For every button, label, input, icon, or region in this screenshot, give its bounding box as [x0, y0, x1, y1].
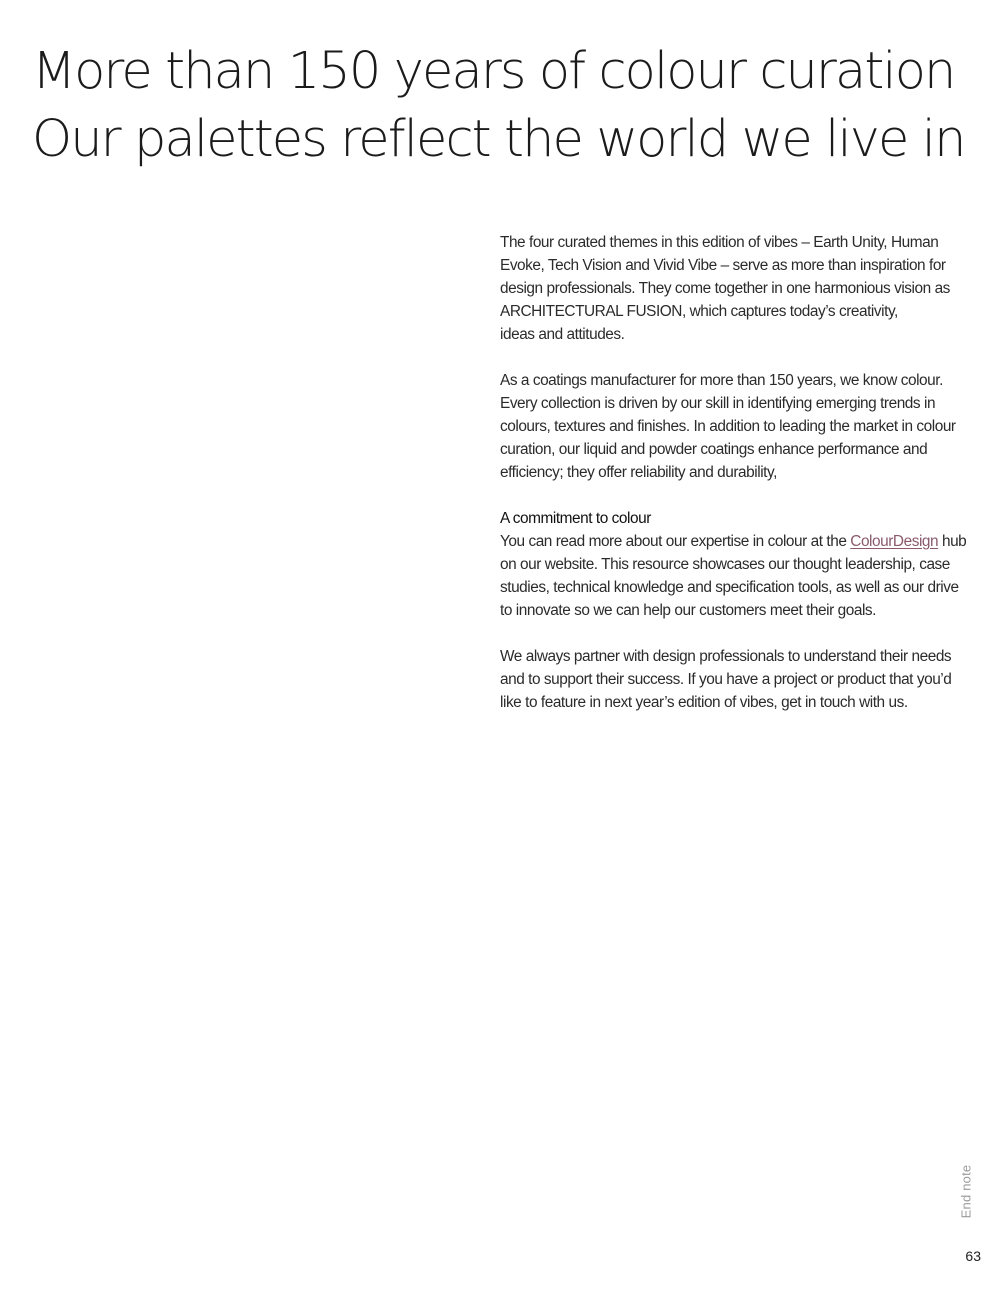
partner-line: We always partner with design professionals to understand their needs — [500, 648, 952, 665]
commitment-line: on our website. This resource showcases our thought leadership, case — [500, 556, 950, 573]
commitment-text: hub — [938, 533, 967, 550]
intro-line: The four curated themes in this edition of vibes – Earth Unity, Human — [500, 234, 939, 251]
intro-line: ARCHITECTURAL FUSION, which captures today’s creativity, — [500, 303, 898, 320]
manufacturer-line: efficiency; they offer reliability and durability, — [500, 464, 777, 481]
commitment-subheading: A commitment to colour — [500, 510, 651, 527]
intro-line: ideas and attitudes. — [500, 326, 625, 343]
commitment-line: to innovate so we can help our customers meet their goals. — [500, 602, 876, 619]
commitment-line: studies, technical knowledge and specification tools, as well as our drive — [500, 579, 959, 596]
headline-line-1: More than 150 years of colour curation — [32, 42, 955, 101]
intro-paragraph — [500, 231, 956, 346]
intro-line: design professionals. They come together in one harmonious vision as — [500, 280, 950, 297]
partner-line: and to support their success. If you have a project or product that you’d — [500, 671, 952, 688]
page-number: 63 — [965, 1248, 981, 1264]
intro-line: Evoke, Tech Vision and Vivid Vibe – serve as more than inspiration for — [500, 257, 946, 274]
commitment-text: You can read more about our expertise in colour at the — [500, 533, 851, 550]
body-text-column — [500, 231, 967, 737]
partner-line: like to feature in next year’s edition of vibes, get in touch with us. — [500, 694, 908, 711]
manufacturer-line: curation, our liquid and powder coatings enhance performance and — [500, 441, 928, 458]
end-note-label: End note — [958, 1164, 974, 1219]
page-headline — [32, 38, 965, 174]
section-side-label — [938, 1165, 994, 1221]
headline-line-2: Our palettes reflect the world we live in — [32, 110, 965, 169]
manufacturer-line: As a coatings manufacturer for more than 150 years, we know colour. — [500, 372, 943, 389]
manufacturer-paragraph — [500, 369, 956, 484]
manufacturer-line: colours, textures and finishes. In addition to leading the market in colour — [500, 418, 956, 435]
partner-paragraph — [500, 645, 956, 714]
colourdesign-link[interactable]: ColourDesign — [850, 533, 939, 550]
commitment-line — [500, 530, 967, 553]
manufacturer-line: Every collection is driven by our skill in identifying emerging trends in — [500, 395, 936, 412]
commitment-section — [500, 507, 967, 622]
